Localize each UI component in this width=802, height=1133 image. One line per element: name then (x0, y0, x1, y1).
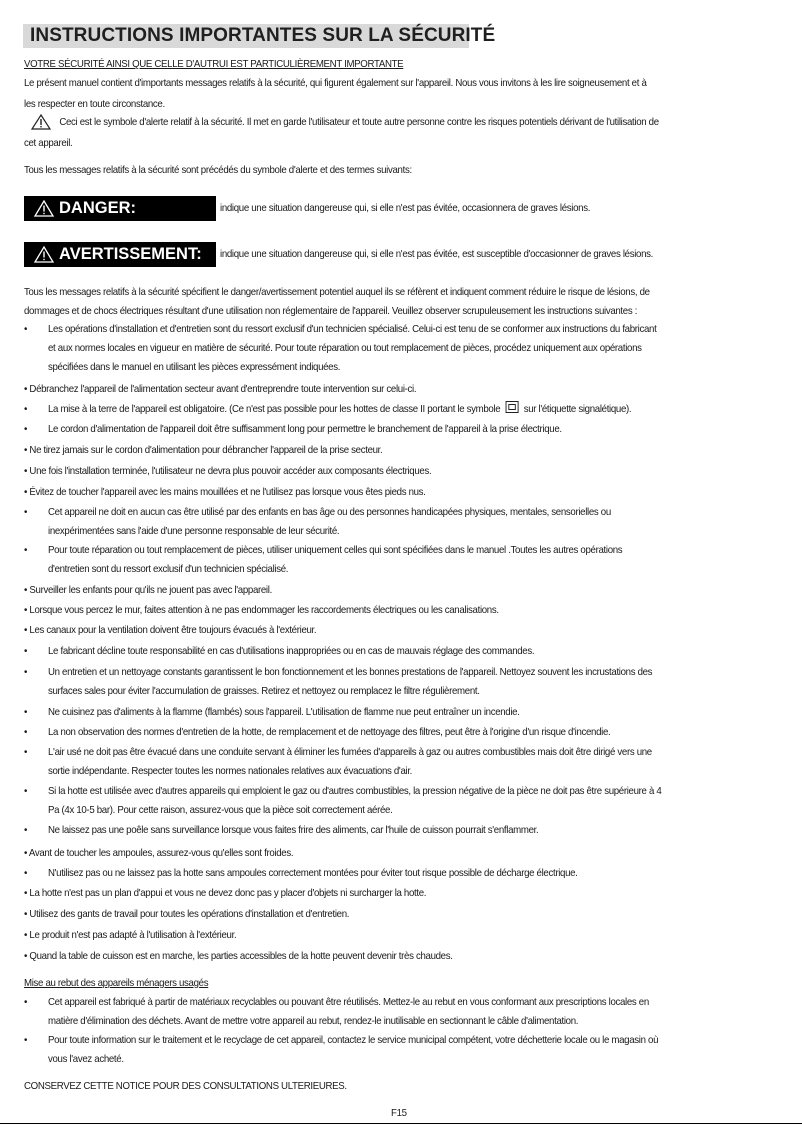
page-title: INSTRUCTIONS IMPORTANTES SUR LA SÉCURITÉ (23, 24, 469, 48)
warning-triangle-icon (34, 246, 54, 263)
general-paragraph: Tous les messages relatifs à la sécurité spécifient le danger/avertissement potentiel auquel ils se réfèrent et indiquent comment réduire le risque de lésions, de dommages et de chocs électriques résultant d'une utilisation non réglementaire de l'appareil. Veuillez observer scrupuleusement les instructions suivantes : (24, 287, 650, 317)
list-item: • Lorsque vous percez le mur, faites attention à ne pas endommager les raccordements électriques ou les canalisations. (24, 605, 499, 616)
list-item: Pour toute information sur le traitement et le recyclage de cet appareil, contactez le service municipal compétent, votre déchetterie locale ou le magasin où vous l'avez acheté. (48, 1035, 659, 1065)
list-item: • Débranchez l'appareil de l'alimentation secteur avant d'entreprendre toute intervention sur celui-ci. (24, 384, 417, 395)
list-item: Un entretien et un nettoyage constants garantissent le bon fonctionnement et les bonnes prestations de l'appareil. Nettoyez souvent les incrustations des surfaces sales pour éviter l'accumulation de graisses. Retirez et nettoyez ou remplacez le filtre régulièrement. (48, 667, 653, 697)
list-item: • Une fois l'installation terminée, l'utilisateur ne devra plus pouvoir accéder aux composants électriques. (24, 466, 432, 477)
bullet: • (24, 545, 28, 556)
list-item: L'air usé ne doit pas être évacué dans une conduite servant à éliminer les fumées d'appareils à gaz ou autres combustibles mais doit être dirigé vers une sortie indépendante. Respecter toutes les normes nationales relatives aux évacuations d'air. (48, 747, 652, 777)
list-item: • Les canaux pour la ventilation doivent être toujours évacués à l'extérieur. (24, 625, 317, 636)
list-item: Pour toute réparation ou tout remplacement de pièces, utiliser uniquement celles qui sont spécifiées dans le manuel .Toutes les autres opérations d'entretien sont du ressort exclusif d'un technicien spécialisé. (48, 545, 623, 575)
warning-description: indique une situation dangereuse qui, si elle n'est pas évitée, est susceptible d'occasionner de graves lésions. (220, 249, 653, 260)
danger-description: indique une situation dangereuse qui, si elle n'est pas évitée, occasionnera de graves lésions. (220, 203, 591, 214)
bullet: • (24, 667, 28, 678)
list-item: • Surveiller les enfants pour qu'ils ne jouent pas avec l'appareil. (24, 585, 272, 596)
list-item: N'utilisez pas ou ne laissez pas la hotte sans ampoules correctement montées pour éviter tout risque possible de décharge électrique. (48, 868, 578, 879)
disposal-heading: Mise au rebut des appareils ménagers usagés (24, 978, 209, 989)
list-item: • Utilisez des gants de travail pour toutes les opérations d'installation et d'entretien. (24, 909, 350, 920)
list-item: • Avant de toucher les ampoules, assurez-vous qu'elles sont froides. (24, 848, 294, 859)
list-item: Le cordon d'alimentation de l'appareil doit être suffisamment long pour permettre le branchement de l'appareil à la prise électrique. (48, 424, 562, 435)
list-item: Le fabricant décline toute responsabilité en cas d'utilisations inappropriées ou en cas de mauvais réglage des commandes. (48, 646, 535, 657)
bullet: • (24, 786, 28, 797)
bullet: • (24, 868, 28, 879)
list-item: • La hotte n'est pas un plan d'appui et vous ne devez donc pas y placer d'objets ni surcharger la hotte. (24, 888, 427, 899)
list-item: Les opérations d'installation et d'entretien sont du ressort exclusif d'un technicien spécialisé. Celui-ci est tenu de se conformer aux instructions du fabricant et aux normes locales en vigueur en matière de sécurité. Pour toute réparation ou tout remplacement de pièces, procédez uniquement aux opérations spécifiées dans le manuel en utilisant les pièces expressément indiquées. (48, 324, 657, 373)
bullet: • (24, 997, 28, 1008)
bullet: • (24, 404, 28, 415)
list-item: • Quand la table de cuisson est en marche, les parties accessibles de la hotte peuvent devenir très chaudes. (24, 951, 453, 962)
signal-words-intro: Tous les messages relatifs à la sécurité sont précédés du symbole d'alerte et des termes suivants: (24, 165, 412, 176)
intro-paragraph: Le présent manuel contient d'importants messages relatifs à la sécurité, qui figurent également sur l'appareil. Nous vous invitons à les lire soigneusement et à les respecter en toute circonstance. (24, 78, 647, 110)
warning-triangle-icon (34, 200, 54, 217)
keep-notice: CONSERVEZ CETTE NOTICE POUR DES CONSULTATIONS ULTERIEURES. (24, 1081, 347, 1092)
bullet: • (24, 707, 28, 718)
list-item: Ne cuisinez pas d'aliments à la flamme (flambés) sous l'appareil. L'utilisation de flamme nue peut entraîner un incendie. (48, 707, 520, 718)
list-item: • Évitez de toucher l'appareil avec les mains mouillées et ne l'utilisez pas lorsque vous êtes pieds nus. (24, 487, 426, 498)
page-number: F15 (391, 1108, 407, 1119)
bullet: • (24, 1035, 28, 1046)
footer-divider (0, 1123, 802, 1124)
list-item: La mise à la terre de l'appareil est obligatoire. (Ce n'est pas possible pour les hottes de classe II portant le symbole sur l'étiquette signalétique). (48, 401, 802, 418)
list-item: • Le produit n'est pas adapté à l'utilisation à l'extérieur. (24, 930, 237, 941)
bullet: • (24, 507, 28, 518)
list-item: Cet appareil ne doit en aucun cas être utilisé par des enfants en bas âge ou des personnes handicapées physiques, mentales, sensorielles ou inexpérimentées sans l'aide d'une personne responsable de leur sécurité. (48, 507, 611, 537)
bullet: • (24, 747, 28, 758)
list-item: Ne laissez pas une poêle sans surveillance lorsque vous faites frire des aliments, car l'huile de cuisson pourrait s'enflammer. (48, 825, 539, 836)
subtitle: VOTRE SÉCURITÉ AINSI QUE CELLE D'AUTRUI EST PARTICULIÈREMENT IMPORTANTE (24, 59, 404, 70)
warning-label: AVERTISSEMENT: (24, 242, 216, 267)
bullet: • (24, 646, 28, 657)
bullet: • (24, 825, 28, 836)
list-item: Cet appareil est fabriqué à partir de matériaux recyclables ou pouvant être réutilisés. Mettez-le au rebut en vous conformant aux prescriptions locales en matière d'élimination des déchets. Avant de mettre votre appareil au rebut, rendez-le inutilisable en sectionnant le câble d'alimentation. (48, 997, 649, 1027)
bullet: • (24, 727, 28, 738)
class-ii-symbol-icon (506, 401, 519, 413)
list-item: La non observation des normes d'entretien de la hotte, de remplacement et de nettoyage des filtres, peut être à l'origine d'un risque d'incendie. (48, 727, 611, 738)
bullet: • (24, 424, 28, 435)
list-item: Si la hotte est utilisée avec d'autres appareils qui emploient le gaz ou d'autres combustibles, la pression négative de la pièce ne doit pas être supérieure à 4 Pa (4x 10-5 bar). Pour cette raison, assurez-vous que la pièce soit correctement aérée. (48, 786, 662, 816)
alert-symbol-paragraph: Ceci est le symbole d'alerte relatif à la sécurité. Il met en garde l'utilisateur et toute autre personne contre les risques potentiels dérivant de l'utilisation de cet appareil. (24, 114, 802, 152)
bullet: • (24, 324, 28, 335)
list-item: • Ne tirez jamais sur le cordon d'alimentation pour débrancher l'appareil de la prise secteur. (24, 445, 383, 456)
danger-label: DANGER: (24, 196, 216, 221)
